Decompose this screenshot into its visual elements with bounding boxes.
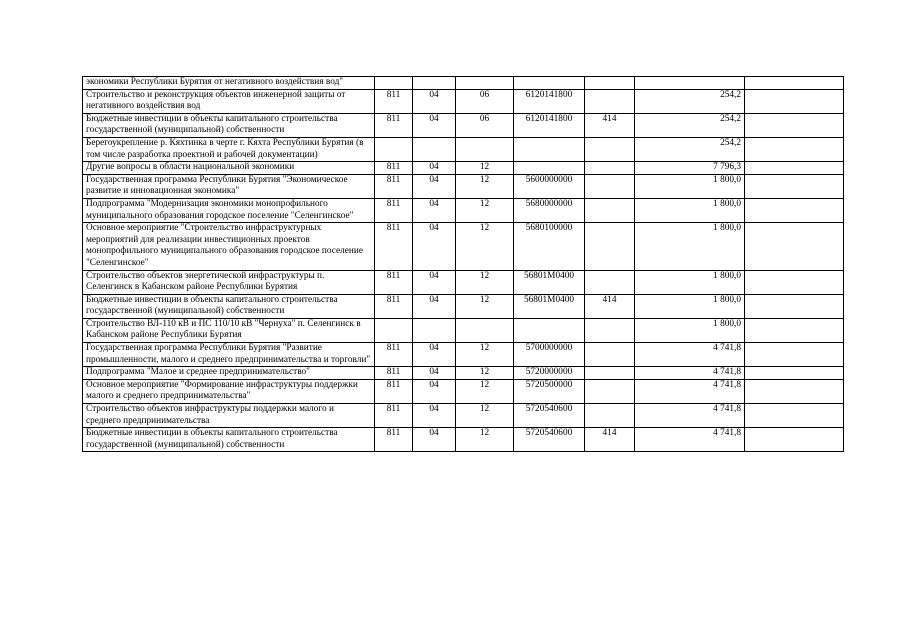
table-row	[83, 367, 844, 380]
section-code-cell: 04	[413, 174, 456, 198]
subsection-code-cell: 12	[456, 343, 514, 367]
target-article-cell	[514, 162, 585, 175]
expense-type-cell	[585, 198, 635, 222]
table-body	[83, 77, 844, 452]
section-code-cell: 04	[413, 162, 456, 175]
amount-cell: 1 800,0	[635, 223, 745, 270]
ved-code-cell: 811	[375, 343, 413, 367]
amount-cell: 1 800,0	[635, 198, 745, 222]
ved-code-cell: 811	[375, 367, 413, 380]
extra-cell	[745, 198, 844, 222]
expense-type-cell: 414	[585, 113, 635, 137]
section-code-cell	[413, 137, 456, 161]
row-name-cell: Государственная программа Республики Бурятия "Экономическое развитие и инновационная экономика"	[83, 174, 375, 198]
amount-cell: 4 741,8	[635, 404, 745, 428]
subsection-code-cell: 06	[456, 113, 514, 137]
target-article-cell	[514, 77, 585, 90]
subsection-code-cell: 12	[456, 223, 514, 270]
extra-cell	[745, 137, 844, 161]
ved-code-cell: 811	[375, 428, 413, 452]
table-row	[83, 343, 844, 367]
row-name-cell: Строительство и реконструкция объектов инженерной защиты от негативного воздействия вод	[83, 89, 375, 113]
ved-code-cell: 811	[375, 174, 413, 198]
table-row	[83, 198, 844, 222]
ved-code-cell: 811	[375, 198, 413, 222]
amount-cell	[635, 77, 745, 90]
row-name-cell: Другие вопросы в области национальной экономики	[83, 162, 375, 175]
row-name-cell: Бюджетные инвестиции в объекты капитального строительства государственной (муниципальной) собственности	[83, 428, 375, 452]
amount-cell: 254,2	[635, 137, 745, 161]
amount-cell: 4 741,8	[635, 343, 745, 367]
subsection-code-cell: 12	[456, 428, 514, 452]
subsection-code-cell: 12	[456, 404, 514, 428]
section-code-cell: 04	[413, 343, 456, 367]
section-code-cell: 04	[413, 223, 456, 270]
table-row	[83, 162, 844, 175]
section-code-cell	[413, 77, 456, 90]
section-code-cell: 04	[413, 404, 456, 428]
subsection-code-cell: 12	[456, 174, 514, 198]
extra-cell	[745, 428, 844, 452]
expense-type-cell	[585, 318, 635, 342]
row-name-cell: Строительство объектов энергетической инфраструктуры п. Селенгинск в Кабанском районе Республики Бурятия	[83, 270, 375, 294]
table-row	[83, 318, 844, 342]
ved-code-cell: 811	[375, 404, 413, 428]
expense-type-cell: 414	[585, 428, 635, 452]
ved-code-cell: 811	[375, 379, 413, 403]
row-name-cell: Бюджетные инвестиции в объекты капитального строительства государственной (муниципальной) собственности	[83, 113, 375, 137]
target-article-cell: 5680100000	[514, 223, 585, 270]
row-name-cell: экономики Республики Бурятия от негативного воздействия вод"	[83, 77, 375, 90]
target-article-cell: 6120141800	[514, 89, 585, 113]
row-name-cell: Государственная программа Республики Бурятия "Развитие промышленности, малого и среднего предпринимательства и торговли"	[83, 343, 375, 367]
extra-cell	[745, 367, 844, 380]
expense-type-cell	[585, 270, 635, 294]
expense-type-cell: 414	[585, 294, 635, 318]
expense-type-cell	[585, 89, 635, 113]
ved-code-cell: 811	[375, 294, 413, 318]
row-name-cell: Строительство объектов инфраструктуры поддержки малого и среднего предпринимательства	[83, 404, 375, 428]
expense-type-cell	[585, 162, 635, 175]
ved-code-cell	[375, 318, 413, 342]
target-article-cell: 5720000000	[514, 367, 585, 380]
extra-cell	[745, 404, 844, 428]
amount-cell: 4 741,8	[635, 428, 745, 452]
amount-cell: 1 800,0	[635, 294, 745, 318]
ved-code-cell: 811	[375, 113, 413, 137]
table-row	[83, 294, 844, 318]
amount-cell: 254,2	[635, 113, 745, 137]
target-article-cell: 6120141800	[514, 113, 585, 137]
subsection-code-cell: 12	[456, 294, 514, 318]
table-row	[83, 89, 844, 113]
table-row	[83, 137, 844, 161]
target-article-cell: 5700000000	[514, 343, 585, 367]
extra-cell	[745, 318, 844, 342]
amount-cell: 7 796,3	[635, 162, 745, 175]
amount-cell: 254,2	[635, 89, 745, 113]
ved-code-cell: 811	[375, 223, 413, 270]
target-article-cell	[514, 137, 585, 161]
table-row	[83, 174, 844, 198]
target-article-cell: 5720540600	[514, 404, 585, 428]
target-article-cell: 5600000000	[514, 174, 585, 198]
section-code-cell: 04	[413, 113, 456, 137]
row-name-cell: Подпрограмма "Малое и среднее предпринимательство"	[83, 367, 375, 380]
section-code-cell: 04	[413, 294, 456, 318]
extra-cell	[745, 162, 844, 175]
row-name-cell: Бюджетные инвестиции в объекты капитального строительства государственной (муниципальной) собственности	[83, 294, 375, 318]
expense-type-cell	[585, 367, 635, 380]
subsection-code-cell	[456, 137, 514, 161]
section-code-cell: 04	[413, 379, 456, 403]
expense-type-cell	[585, 77, 635, 90]
table-row	[83, 270, 844, 294]
subsection-code-cell: 12	[456, 270, 514, 294]
expense-type-cell	[585, 137, 635, 161]
amount-cell: 4 741,8	[635, 379, 745, 403]
extra-cell	[745, 174, 844, 198]
table-row	[83, 77, 844, 90]
extra-cell	[745, 223, 844, 270]
section-code-cell: 04	[413, 428, 456, 452]
amount-cell: 4 741,8	[635, 367, 745, 380]
subsection-code-cell: 12	[456, 198, 514, 222]
amount-cell: 1 800,0	[635, 174, 745, 198]
extra-cell	[745, 343, 844, 367]
target-article-cell	[514, 318, 585, 342]
row-name-cell: Берегоукрепление р. Кяхтинка в черте г. Кяхта Республики Бурятия (в том числе разработка проектной и рабочей документации)	[83, 137, 375, 161]
extra-cell	[745, 77, 844, 90]
subsection-code-cell	[456, 318, 514, 342]
amount-cell: 1 800,0	[635, 318, 745, 342]
expense-type-cell	[585, 404, 635, 428]
ved-code-cell: 811	[375, 162, 413, 175]
subsection-code-cell: 12	[456, 367, 514, 380]
ved-code-cell	[375, 77, 413, 90]
row-name-cell: Основное мероприятие "Формирование инфраструктуры поддержки малого и среднего предпринимательства"	[83, 379, 375, 403]
extra-cell	[745, 379, 844, 403]
target-article-cell: 5720540600	[514, 428, 585, 452]
extra-cell	[745, 89, 844, 113]
ved-code-cell: 811	[375, 270, 413, 294]
ved-code-cell: 811	[375, 89, 413, 113]
extra-cell	[745, 113, 844, 137]
table-row	[83, 223, 844, 270]
subsection-code-cell: 06	[456, 89, 514, 113]
section-code-cell: 04	[413, 89, 456, 113]
table-row	[83, 113, 844, 137]
subsection-code-cell	[456, 77, 514, 90]
extra-cell	[745, 270, 844, 294]
section-code-cell	[413, 318, 456, 342]
budget-table	[82, 76, 844, 452]
subsection-code-cell: 12	[456, 379, 514, 403]
target-article-cell: 56801M0400	[514, 294, 585, 318]
table-row	[83, 379, 844, 403]
extra-cell	[745, 294, 844, 318]
section-code-cell: 04	[413, 198, 456, 222]
section-code-cell: 04	[413, 270, 456, 294]
target-article-cell: 56801M0400	[514, 270, 585, 294]
target-article-cell: 5720500000	[514, 379, 585, 403]
table-row	[83, 404, 844, 428]
amount-cell: 1 800,0	[635, 270, 745, 294]
row-name-cell: Строительство ВЛ-110 кВ и ПС 110/10 кВ "Чернуха" п. Селенгинск в Кабанском районе Республики Бурятия	[83, 318, 375, 342]
row-name-cell: Основное мероприятие "Строительство инфраструктурных мероприятий для реализации инвестиционных проектов монопрофильного муниципального образования городское поселение "Селенгинское"	[83, 223, 375, 270]
section-code-cell: 04	[413, 367, 456, 380]
target-article-cell: 5680000000	[514, 198, 585, 222]
expense-type-cell	[585, 174, 635, 198]
ved-code-cell	[375, 137, 413, 161]
expense-type-cell	[585, 343, 635, 367]
row-name-cell: Подпрограмма "Модернизация экономики монопрофильного муниципального образования городское поселение "Селенгинское"	[83, 198, 375, 222]
subsection-code-cell: 12	[456, 162, 514, 175]
expense-type-cell	[585, 379, 635, 403]
expense-type-cell	[585, 223, 635, 270]
table-row	[83, 428, 844, 452]
